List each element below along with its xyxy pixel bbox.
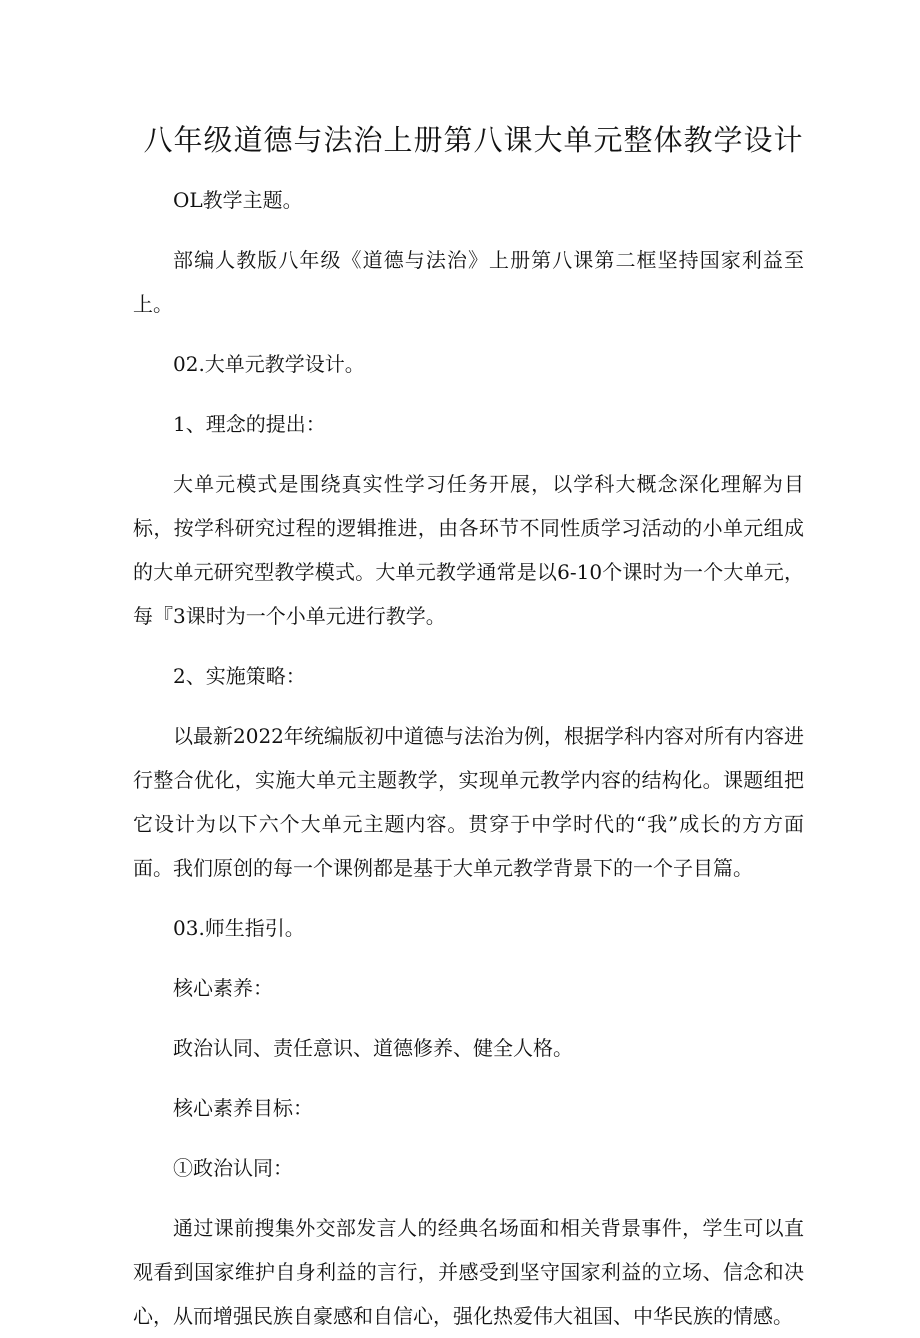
paragraph-unit-design-heading: 02.大单元教学设计。 <box>173 352 365 376</box>
paragraph-concept-heading: 1、理念的提出： <box>173 412 326 436</box>
paragraph-core-goals-heading: 核心素养目标： <box>173 1096 313 1120</box>
paragraph-core-literacy-heading: 核心素养： <box>173 976 273 1000</box>
paragraph-strategy-heading: 2、实施策略： <box>173 664 306 688</box>
paragraph-concept-body: 大单元模式是围绕真实性学习任务开展，以学科大概念深化理解为目标，按学科研究过程的逻辑推进，由各环节不同性质学习活动的小单元组成的大单元研究型教学模式。大单元教学通常是以6-10个课时为一个大单元，每『3课时为一个小单元进行教学。 <box>133 472 804 628</box>
paragraph-core-literacy-list: 政治认同、责任意识、道德修养、健全人格。 <box>173 1036 573 1060</box>
paragraph-guidance-heading: 03.师生指引。 <box>173 916 305 940</box>
paragraph-political-identity-body: 通过课前搜集外交部发言人的经典名场面和相关背景事件，学生可以直观看到国家维护自身利益的言行，并感受到坚守国家利益的立场、信念和决心，从而增强民族自豪感和自信心，强化热爱伟大祖国、中华民族的情感。 <box>133 1216 804 1328</box>
document-title: 八年级道德与法治上册第八课大单元整体教学设计 <box>143 123 804 157</box>
paragraph-strategy-body: 以最新2022年统编版初中道德与法治为例，根据学科内容对所有内容进行整合优化，实施大单元主题教学，实现单元教学内容的结构化。课题组把它设计为以下六个大单元主题内容。贯穿于中学时代的“我”成长的方方面面。我们原创的每一个课例都是基于大单元教学背景下的一个子目篇。 <box>133 724 804 880</box>
paragraph-political-identity-heading: ①政治认同： <box>173 1156 293 1180</box>
paragraph-teaching-theme-heading: OL教学主题。 <box>173 188 303 212</box>
paragraph-teaching-theme: 部编人教版八年级《道德与法治》上册第八课第二框坚持国家利益至上。 <box>133 248 804 316</box>
